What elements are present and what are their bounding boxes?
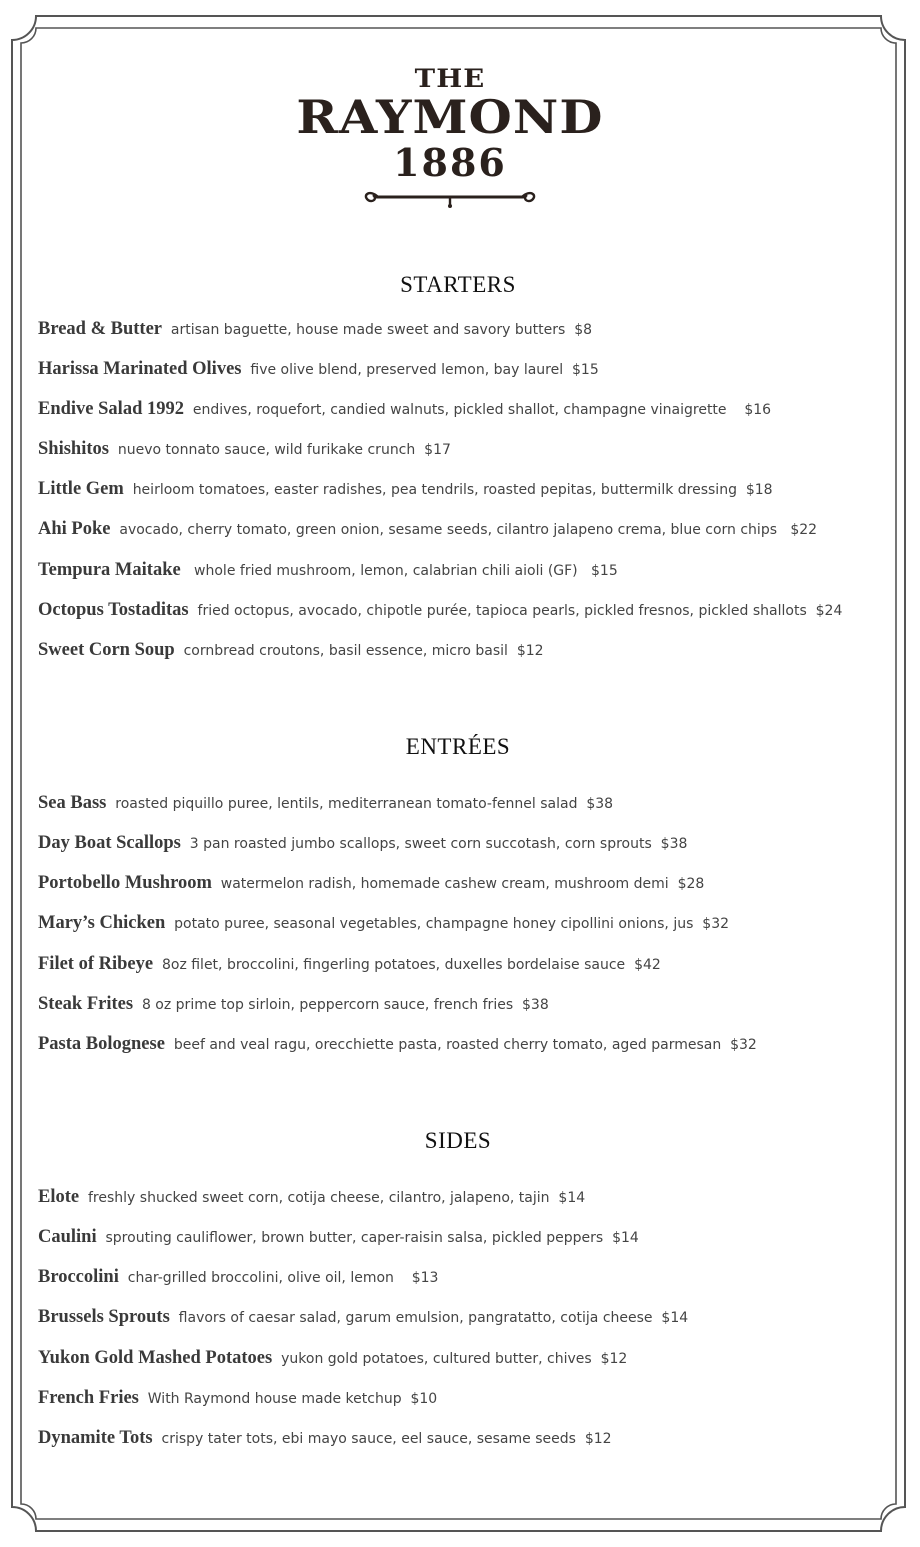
item-name: Broccolini bbox=[38, 1267, 119, 1287]
item-price: $32 bbox=[730, 1037, 757, 1053]
section-title-sides: SIDES bbox=[424, 1128, 492, 1153]
item-price: $12 bbox=[600, 1351, 628, 1367]
item-price: $38 bbox=[522, 997, 549, 1013]
menu-item bbox=[38, 1186, 585, 1209]
item-description: five olive blend, preserved lemon, bay laurel bbox=[250, 362, 564, 378]
section-title-starters: STARTERS bbox=[400, 272, 516, 297]
item-name: Ahi Poke bbox=[38, 519, 111, 539]
item-name: Endive Salad 1992 bbox=[38, 399, 184, 419]
item-name: Mary’s Chicken bbox=[38, 913, 166, 933]
item-description: char-grilled broccolini, olive oil, lemon bbox=[127, 1270, 394, 1286]
item-description: crispy tater tots, ebi mayo sauce, eel sauce, sesame seeds bbox=[161, 1431, 576, 1447]
item-price: $17 bbox=[424, 442, 451, 458]
item-description: 3 pan roasted jumbo scallops, sweet corn succotash, corn sprouts bbox=[189, 836, 652, 852]
item-price: $10 bbox=[410, 1391, 438, 1407]
menu-item bbox=[38, 599, 842, 622]
item-name: Pasta Bolognese bbox=[38, 1034, 165, 1054]
menu-item bbox=[38, 872, 704, 895]
item-description: cornbread croutons, basil essence, micro basil bbox=[183, 643, 508, 659]
menu-item bbox=[38, 1427, 612, 1450]
restaurant-logo bbox=[296, 64, 604, 216]
item-price: $18 bbox=[745, 482, 773, 498]
item-name: Yukon Gold Mashed Potatoes bbox=[38, 1348, 273, 1368]
menu-item bbox=[38, 398, 771, 421]
menu-item bbox=[38, 993, 549, 1016]
menu-item bbox=[38, 1387, 437, 1410]
item-name: Octopus Tostaditas bbox=[38, 600, 189, 620]
item-name: Elote bbox=[38, 1187, 80, 1207]
menu-item bbox=[38, 559, 618, 582]
flourish-ornament bbox=[360, 185, 540, 209]
item-description: endives, roquefort, candied walnuts, pickled shallot, champagne vinaigrette bbox=[192, 402, 727, 418]
item-name: Brussels Sprouts bbox=[38, 1307, 170, 1327]
menu-item bbox=[38, 438, 451, 461]
item-price: $14 bbox=[661, 1310, 689, 1326]
item-description: flavors of caesar salad, garum emulsion, pangratatto, cotija cheese bbox=[178, 1310, 653, 1326]
item-name: Harissa Marinated Olives bbox=[38, 359, 242, 379]
menu-item bbox=[38, 1306, 688, 1329]
menu-item bbox=[38, 478, 773, 501]
menu-item bbox=[38, 1266, 438, 1289]
item-price: $12 bbox=[516, 643, 544, 659]
item-price: $14 bbox=[558, 1190, 586, 1206]
item-price: $15 bbox=[572, 362, 599, 378]
item-price: $32 bbox=[702, 916, 730, 932]
item-description: watermelon radish, homemade cashew cream, mushroom demi bbox=[220, 876, 669, 892]
item-price: $12 bbox=[584, 1431, 612, 1447]
menu-item bbox=[38, 318, 592, 341]
menu-item bbox=[38, 358, 599, 381]
logo-year: 1886 bbox=[393, 140, 507, 185]
item-price: $15 bbox=[591, 563, 618, 579]
item-name: Dynamite Tots bbox=[38, 1428, 153, 1448]
item-price: $38 bbox=[586, 796, 614, 812]
item-name: Bread & Butter bbox=[38, 319, 162, 339]
item-description: With Raymond house made ketchup bbox=[147, 1391, 402, 1407]
item-price: $38 bbox=[660, 836, 688, 852]
item-description: avocado, cherry tomato, green onion, sesame seeds, cilantro jalapeno crema, blue corn chips bbox=[119, 522, 777, 538]
menu-item bbox=[38, 1347, 627, 1370]
item-price: $22 bbox=[790, 522, 818, 538]
item-description: roasted piquillo puree, lentils, mediterranean tomato-fennel salad bbox=[115, 796, 578, 812]
menu-item bbox=[38, 1033, 757, 1056]
item-name: Sweet Corn Soup bbox=[38, 640, 175, 660]
item-description: sprouting cauliflower, brown butter, caper-raisin salsa, pickled peppers bbox=[105, 1230, 604, 1246]
menu-item bbox=[38, 953, 661, 976]
section-title-entrees: ENTRÉES bbox=[405, 734, 511, 759]
item-price: $16 bbox=[744, 402, 772, 418]
item-name: Portobello Mushroom bbox=[38, 873, 212, 893]
item-name: Filet of Ribeye bbox=[38, 954, 154, 974]
item-description: nuevo tonnato sauce, wild furikake crunch bbox=[117, 442, 416, 458]
item-description: potato puree, seasonal vegetables, champagne honey cipollini onions, jus bbox=[174, 916, 694, 932]
item-name: Day Boat Scallops bbox=[38, 833, 181, 853]
menu-item bbox=[38, 832, 687, 855]
item-price: $13 bbox=[411, 1270, 439, 1286]
item-name: Steak Frites bbox=[38, 994, 134, 1014]
menu-item bbox=[38, 518, 817, 541]
item-price: $28 bbox=[677, 876, 705, 892]
item-description: heirloom tomatoes, easter radishes, pea tendrils, roasted pepitas, buttermilk dressing bbox=[132, 482, 737, 498]
item-description: freshly shucked sweet corn, cotija cheese, cilantro, jalapeno, tajin bbox=[88, 1190, 550, 1206]
menu-item bbox=[38, 912, 729, 935]
item-price: $14 bbox=[612, 1230, 639, 1246]
logo-the: THE bbox=[414, 64, 486, 93]
item-description: yukon gold potatoes, cultured butter, chives bbox=[281, 1351, 592, 1367]
item-name: French Fries bbox=[38, 1388, 139, 1408]
item-description: 8 oz prime top sirloin, peppercorn sauce, french fries bbox=[141, 997, 514, 1013]
item-price: $8 bbox=[574, 322, 593, 338]
item-name: Tempura Maitake bbox=[38, 560, 181, 580]
item-description: fried octopus, avocado, chipotle purée, tapioca pearls, pickled fresnos, pickled shallots bbox=[197, 603, 807, 619]
menu-item bbox=[38, 1226, 639, 1249]
menu-item bbox=[38, 639, 544, 662]
item-name: Sea Bass bbox=[38, 793, 107, 813]
item-description: artisan baguette, house made sweet and savory butters bbox=[170, 322, 566, 338]
item-name: Little Gem bbox=[38, 479, 124, 499]
item-description: whole fried mushroom, lemon, calabrian chili aioli (GF) bbox=[194, 563, 578, 579]
item-description: 8oz filet, broccolini, fingerling potatoes, duxelles bordelaise sauce bbox=[161, 957, 626, 973]
item-price: $42 bbox=[634, 957, 661, 973]
item-description: beef and veal ragu, orecchiette pasta, roasted cherry tomato, aged parmesan bbox=[173, 1037, 722, 1053]
menu-item bbox=[38, 792, 613, 815]
item-name: Shishitos bbox=[38, 439, 109, 459]
item-name: Caulini bbox=[38, 1227, 97, 1247]
item-price: $24 bbox=[815, 603, 843, 619]
logo-name: RAYMOND bbox=[296, 90, 604, 144]
